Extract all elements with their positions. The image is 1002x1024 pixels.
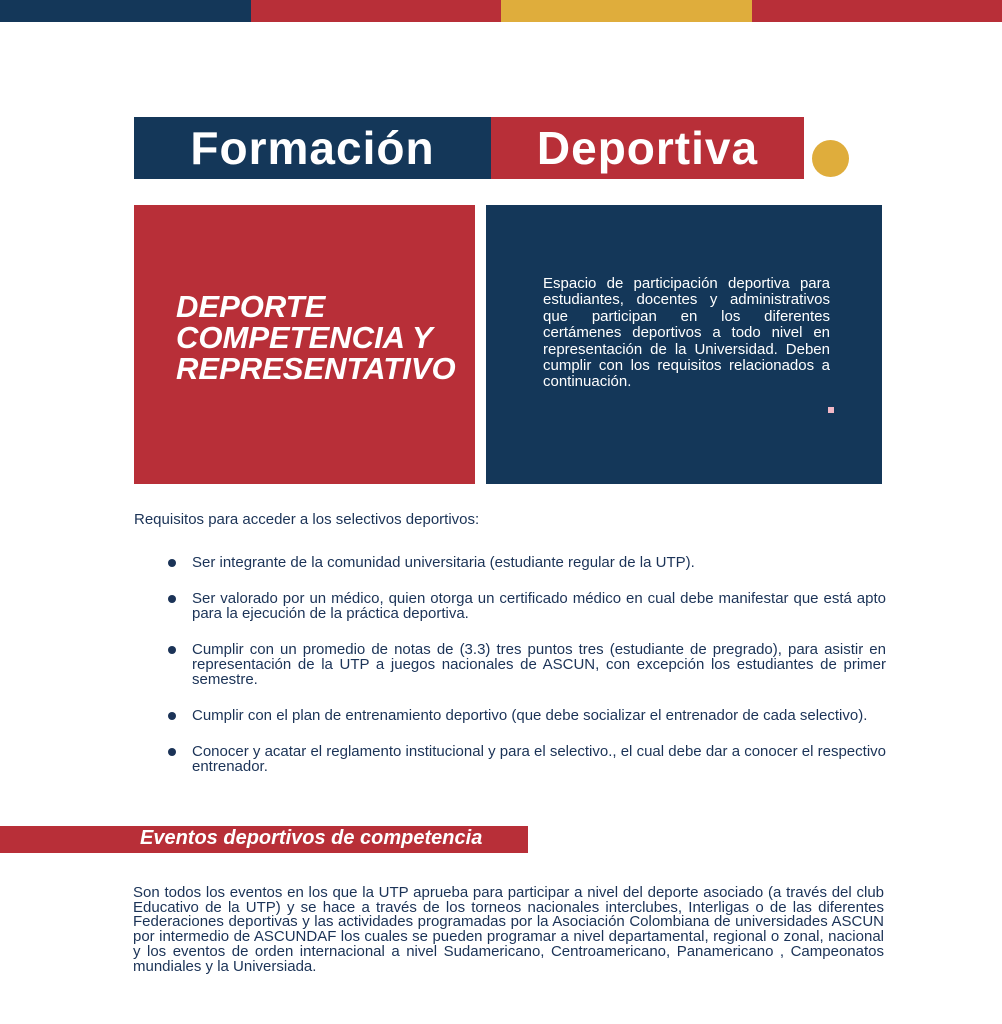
requirement-text: Conocer y acatar el reglamento institucional y para el selectivo., el cual debe dar a conocer el respectivo entrenador.: [192, 743, 886, 775]
gold-dot-decoration: [812, 140, 849, 177]
requirement-item: [164, 744, 886, 774]
description-box: [486, 205, 882, 484]
category-heading-line-3: REPRESENTATIVO: [176, 351, 456, 386]
category-box: [134, 205, 475, 484]
requirement-item: [164, 642, 886, 687]
top-bar-segment-navy: [0, 0, 251, 22]
small-square-decoration: [828, 407, 834, 413]
events-section-header: [0, 826, 528, 853]
events-description: Son todos los eventos en los que la UTP aprueba para participar a nivel del deporte asociado (a través del club Educativo de la UTP) y se hace a través de los torneos nacionales interclubes, Interligas o de las diferentes Federaciones deportivas y las actividades programadas por la Asociación Colombiana de universidades ASCUN por intermedio de ASCUNDAF los cuales se pueden programar a nivel departamental, regional o zonal, nacional y los eventos de orden internacional a nivel Sudamericano, Centroamericano, Panamericano , Campeonatos mundiales y la Universiada.: [133, 884, 884, 975]
events-section-title: Eventos deportivos de competencia: [140, 827, 483, 849]
top-bar-segment-red-2: [752, 0, 1002, 22]
category-heading-line-1: DEPORTE: [176, 289, 326, 324]
category-heading-line-2: COMPETENCIA Y: [176, 320, 433, 355]
category-heading: [176, 291, 466, 384]
requirements-intro: Requisitos para acceder a los selectivos deportivos:: [134, 511, 480, 528]
requirements-list: [164, 555, 886, 774]
requirement-text: Cumplir con el plan de entrenamiento deportivo (que debe socializar el entrenador de cada selectivo).: [192, 707, 868, 724]
requirement-text: Ser valorado por un médico, quien otorga un certificado médico en cual debe manifestar que está apto para la ejecución de la práctica deportiva.: [192, 590, 886, 622]
title-part-deportiva: Deportiva: [491, 117, 804, 179]
top-bar-segment-gold: [501, 0, 752, 22]
requirement-item: [164, 708, 886, 723]
description-text: Espacio de participación deportiva para estudiantes, docentes y administrativos que participan en los diferentes certámenes deportivos a todo nivel en representación de la Universidad. Deben cumplir con los requisitos relacionados a continuación.: [543, 275, 830, 391]
bullet-icon: [168, 595, 176, 603]
top-bar-segment-red: [251, 0, 502, 22]
requirement-text: Cumplir con un promedio de notas de (3.3) tres puntos tres (estudiante de pregrado), para asistir en representación de la UTP a juegos nacionales de ASCUN, con excepción los estudiantes de primer semestre.: [192, 641, 886, 688]
bullet-icon: [168, 748, 176, 756]
bullet-icon: [168, 712, 176, 720]
requirement-text: Ser integrante de la comunidad universitaria (estudiante regular de la UTP).: [192, 554, 695, 571]
requirement-item: [164, 555, 886, 570]
bullet-icon: [168, 646, 176, 654]
requirement-item: [164, 591, 886, 621]
title-part-formacion: Formación: [134, 117, 491, 179]
bullet-icon: [168, 559, 176, 567]
top-color-bar: [0, 0, 1002, 22]
